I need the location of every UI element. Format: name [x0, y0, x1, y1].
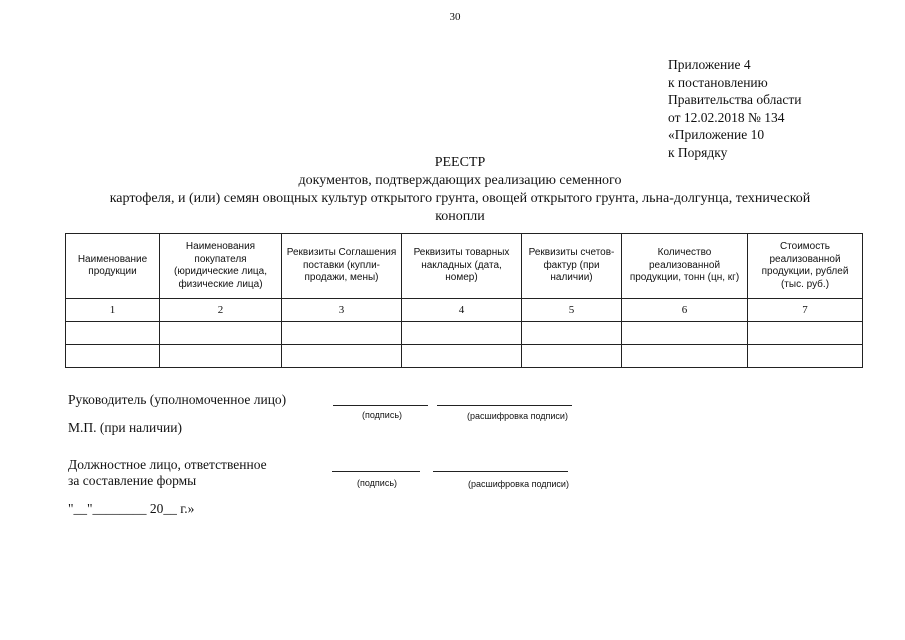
- column-header: Реквизиты товарных накладных (дата, номер): [402, 234, 522, 299]
- appendix-line: Правительства области: [668, 92, 802, 107]
- official-decoding-line: [433, 471, 568, 472]
- table-cell: [622, 345, 748, 368]
- signature-caption: (подпись): [362, 410, 403, 420]
- appendix-line: «Приложение 10: [668, 127, 765, 142]
- table-cell: [402, 322, 522, 345]
- table-cell: [160, 322, 282, 345]
- column-header: Стоимость реализованной продукции, рублей (тыс. руб.): [748, 234, 863, 299]
- column-number: 1: [66, 299, 160, 322]
- decoding-caption: (расшифровка подписи): [467, 411, 568, 421]
- title-heading: РЕЕСТР: [434, 155, 486, 170]
- table-cell: [622, 322, 748, 345]
- official-label-line1: Должностное лицо, ответственное: [68, 457, 267, 472]
- column-number: 5: [522, 299, 622, 322]
- table-cell: [522, 322, 622, 345]
- table-row: [66, 345, 863, 368]
- table-cell: [282, 345, 402, 368]
- column-number: 7: [748, 299, 863, 322]
- table-header-row: [66, 234, 863, 299]
- head-signatory-label: Руководитель (уполномоченное лицо): [68, 392, 287, 407]
- column-header: Реквизиты счетов-фактур (при наличии): [522, 234, 622, 299]
- table-cell: [748, 322, 863, 345]
- column-header: Наименование продукции: [66, 234, 160, 299]
- appendix-reference: [668, 56, 898, 161]
- head-signature-line: [333, 405, 428, 406]
- table-cell: [160, 345, 282, 368]
- appendix-line: от 12.02.2018 № 134: [668, 109, 785, 125]
- table-cell: [282, 322, 402, 345]
- column-number: 2: [160, 299, 282, 322]
- title-line: картофеля, и (или) семян овощных культур открытого грунта, овощей открытого грунта, льна-долгунца, технической: [109, 191, 811, 206]
- column-number: 3: [282, 299, 402, 322]
- decoding-caption: (расшифровка подписи): [468, 479, 569, 489]
- table-cell: [402, 345, 522, 368]
- appendix-line: к постановлению: [668, 74, 768, 90]
- appendix-line: к Порядку: [668, 144, 728, 160]
- page-number: 30: [449, 11, 461, 23]
- head-decoding-line: [437, 405, 572, 406]
- table-cell: [748, 345, 863, 368]
- document-title: [80, 154, 840, 226]
- table-row: [66, 322, 863, 345]
- signature-caption: (подпись): [357, 478, 398, 488]
- column-number: 4: [402, 299, 522, 322]
- column-number: 6: [622, 299, 748, 322]
- title-line: конопли: [435, 209, 485, 224]
- registry-table: [65, 233, 863, 368]
- column-header: Реквизиты Соглашения поставки (купли-продажи, мены): [282, 234, 402, 299]
- title-line: документов, подтверждающих реализацию семенного: [298, 173, 622, 188]
- official-signature-line: [332, 471, 420, 472]
- table-cell: [66, 322, 160, 345]
- stamp-label: М.П. (при наличии): [68, 420, 182, 435]
- official-label-line2: за составление формы: [68, 473, 197, 488]
- column-number-row: [66, 299, 863, 322]
- column-header: Наименования покупателя (юридические лица, физические лица): [160, 234, 282, 299]
- appendix-line: Приложение 4: [668, 57, 751, 72]
- table-cell: [522, 345, 622, 368]
- date-line: "__"________ 20__ г.»: [68, 501, 195, 516]
- column-header: Количество реализованной продукции, тонн (цн, кг): [622, 234, 748, 299]
- table-cell: [66, 345, 160, 368]
